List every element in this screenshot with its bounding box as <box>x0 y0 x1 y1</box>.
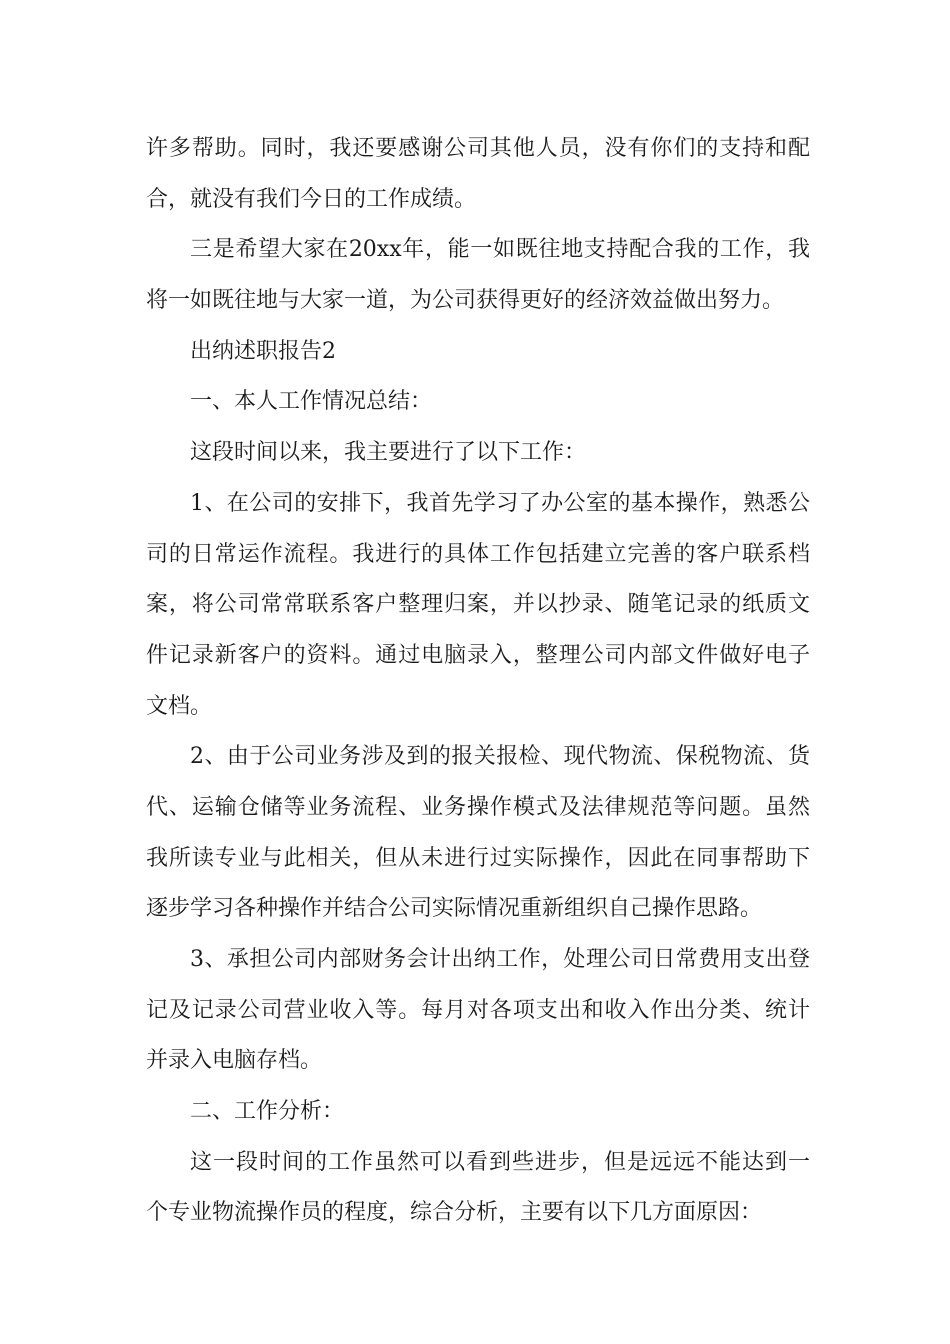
section-heading: 二、工作分析： <box>190 1099 345 1125</box>
paragraph-line: 这一段时间的工作虽然可以看到些进步，但是远远不能达到一 <box>190 1149 810 1175</box>
paragraph-line: 司的日常运作流程。我进行的具体工作包括建立完善的客户联系档 <box>146 541 810 567</box>
section-heading: 出纳述职报告2 <box>190 338 336 364</box>
document-body <box>146 124 810 1239</box>
paragraph-line: 1、在公司的安排下，我首先学习了办公室的基本操作，熟悉公 <box>190 490 810 516</box>
paragraph-line: 件记录新客户的资料。通过电脑录入，整理公司内部文件做好电子 <box>146 642 810 668</box>
paragraph-line: 我所读专业与此相关，但从未进行过实际操作，因此在同事帮助下 <box>146 845 810 871</box>
paragraph-line: 合，就没有我们今日的工作成绩。 <box>146 186 477 212</box>
paragraph-line: 2、由于公司业务涉及到的报关报检、现代物流、保税物流、货 <box>190 744 810 770</box>
paragraph-line: 并录入电脑存档。 <box>146 1048 323 1074</box>
paragraph-line: 记及记录公司营业收入等。每月对各项支出和收入作出分类、统计 <box>146 997 810 1023</box>
paragraph-line: 案，将公司常常联系客户整理归案，并以抄录、随笔记录的纸质文 <box>146 592 810 618</box>
paragraph-line: 3、承担公司内部财务会计出纳工作，处理公司日常费用支出登 <box>190 947 810 972</box>
paragraph-line: 文档。 <box>146 693 213 719</box>
paragraph-line: 代、运输仓储等业务流程、业务操作模式及法律规范等问题。虽然 <box>146 794 810 820</box>
paragraph-line: 三是希望大家在20xx年，能一如既往地支持配合我的工作，我 <box>190 237 810 263</box>
paragraph-line: 将一如既往地与大家一道，为公司获得更好的经济效益做出努力。 <box>146 288 785 314</box>
section-heading: 一、本人工作情况总结： <box>190 389 433 415</box>
paragraph-line: 逐步学习各种操作并结合公司实际情况重新组织自己操作思路。 <box>146 896 763 922</box>
paragraph-line: 这段时间以来，我主要进行了以下工作： <box>190 440 587 466</box>
paragraph-line: 许多帮助。同时，我还要感谢公司其他人员，没有你们的支持和配 <box>146 136 810 161</box>
paragraph-line: 个专业物流操作员的程度，综合分析，主要有以下几方面原因： <box>146 1200 763 1226</box>
